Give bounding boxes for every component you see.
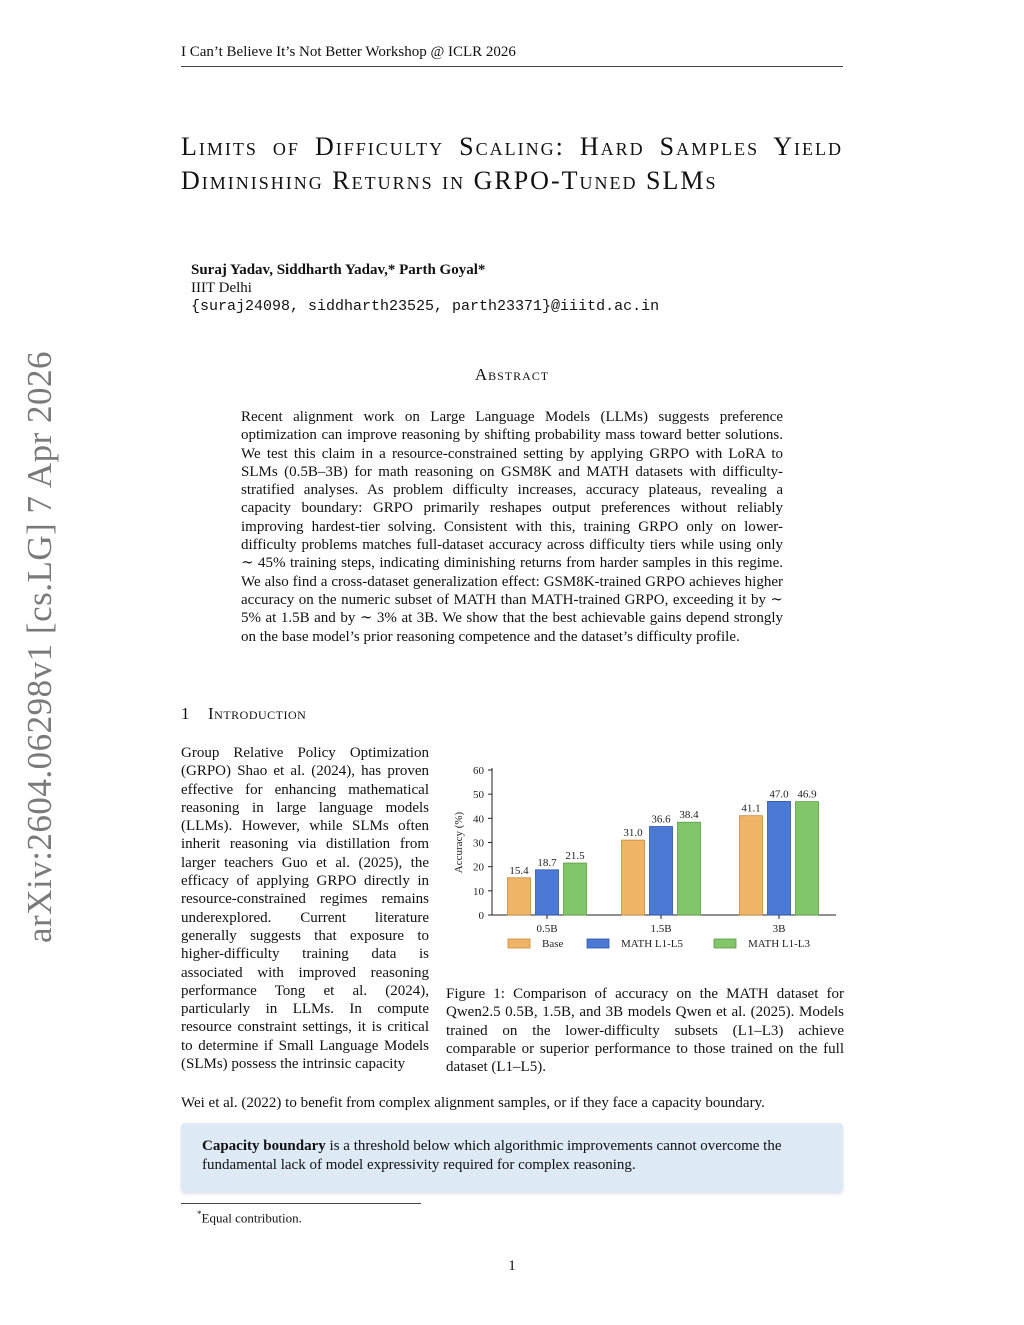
y-axis-label: Accuracy (%): [453, 811, 465, 874]
figure-caption: Figure 1: Comparison of accuracy on the MATH dataset for Qwen2.5 0.5B, 1.5B, and 3B models Qwen et al. (2025). Models trained on the lower-difficulty subsets (L1–L3) achieve comparable or superior performance to those trained on the full dataset (L1–L5).: [446, 986, 844, 1076]
bar: [508, 878, 531, 915]
bar-value-label: 18.7: [537, 856, 557, 869]
bar-value-label: 38.4: [679, 809, 699, 822]
section-heading-introduction: [181, 704, 306, 724]
author-emails: {suraj24098, siddharth23525, parth23371}@iiitd.ac.in: [191, 298, 660, 315]
y-tick-label: 40: [473, 813, 484, 826]
bar: [796, 802, 819, 915]
affiliation: IIIT Delhi: [191, 280, 252, 296]
x-tick-label: 0.5B: [536, 923, 558, 935]
y-tick-label: 0: [478, 910, 484, 922]
bar: [740, 816, 763, 915]
y-tick-label: 10: [473, 885, 484, 898]
section-number: 1: [181, 704, 190, 723]
figure-1: [440, 758, 844, 968]
bar-value-label: 46.9: [797, 788, 817, 801]
running-header: I Can’t Believe It’s Not Better Workshop @ ICLR 2026: [181, 44, 516, 60]
intro-paragraph-continued: Wei et al. (2022) to benefit from complex alignment samples, or if they face a capacity boundary.: [181, 1095, 765, 1111]
bar-value-label: 47.0: [769, 788, 789, 801]
abstract-heading: Abstract: [474, 365, 550, 384]
callout-definition: is a threshold below which algorithmic improvements cannot overcome the fundamental lack of model expressivity required for complex reasoning.: [202, 1138, 782, 1173]
definition-callout: [181, 1123, 843, 1192]
bar-chart: [440, 758, 844, 968]
footnote-marker: *: [197, 1209, 202, 1219]
bar: [768, 801, 791, 915]
legend-label: Base: [542, 938, 564, 950]
section-title: Introduction: [208, 704, 307, 723]
legend-swatch: [587, 939, 609, 948]
arxiv-stamp: arXiv:2604.06298v1 [cs.LG] 7 Apr 2026: [20, 350, 59, 943]
y-tick-label: 30: [473, 837, 484, 850]
y-tick-label: 50: [473, 789, 484, 802]
callout-term: Capacity boundary: [202, 1138, 326, 1154]
bar-value-label: 36.6: [651, 813, 671, 826]
bar: [564, 863, 587, 915]
abstract-body: Recent alignment work on Large Language Models (LLMs) suggests preference optimization can improve reasoning by shifting probability mass toward better solutions. We test this claim in a resource-constrained setting by applying GRPO with LoRA to SLMs (0.5B–3B) for math reasoning on GSM8K and MATH datasets with difficulty-stratified analyses. As problem difficulty increases, accuracy plateaus, revealing a capacity boundary: GRPO primarily reshapes output preferences without reliably improving hardest-tier solving. Consistent with this, training GRPO only on lower-difficulty problems matches full-dataset accuracy across difficulty tiers while using only ∼ 45% training steps, indicating diminishing returns from harder samples in this regime. We also find a cross-dataset generalization effect: GSM8K-trained GRPO achieves higher accuracy on the numeric subset of MATH than MATH-trained GRPO, exceeding it by ∼ 5% at 1.5B and by ∼ 3% at 3B. We show that the best achievable gains depend strongly on the base model’s prior reasoning competence and the dataset’s difficulty profile.: [241, 409, 783, 645]
x-tick-label: 1.5B: [650, 923, 672, 935]
footnote-text: Equal contribution.: [201, 1210, 302, 1226]
legend-label: MATH L1-L5: [621, 938, 684, 950]
intro-paragraph: Group Relative Policy Optimization (GRPO) Shao et al. (2024), has proven effective for enhancing mathematical reasoning in large language models (LLMs). However, while SLMs often inherit reasoning via distillation from larger teachers Guo et al. (2025), the efficacy of applying GRPO directly in resource-constrained regimes remains underexplored. Current literature generally suggests that exposure to higher-difficulty training data is associated with improved reasoning performance Tong et al. (2024), particularly in LLMs. In compute resource constraint settings, it is critical to determine if Small Language Models (SLMs) possess the intrinsic capacity: [181, 745, 429, 1073]
y-tick-label: 60: [473, 765, 484, 777]
legend-swatch: [714, 939, 736, 948]
bar-value-label: 41.1: [741, 802, 761, 815]
page-number: 1: [508, 1258, 516, 1274]
bar-value-label: 21.5: [565, 850, 585, 863]
y-tick-label: 20: [473, 861, 484, 874]
authors: Suraj Yadav, Siddharth Yadav,* Parth Goyal*: [191, 262, 486, 278]
header-rule: [181, 66, 843, 67]
bar: [650, 827, 673, 915]
bar-value-label: 31.0: [623, 827, 643, 840]
legend-label: MATH L1-L3: [748, 938, 811, 950]
bar: [678, 822, 701, 915]
bar: [622, 840, 645, 915]
legend-swatch: [508, 939, 530, 948]
paper-title: Limits of Difficulty Scaling: Hard Samples Yield Diminishing Returns in GRPO-Tuned SLMs: [181, 132, 843, 195]
footnote-rule: [181, 1203, 421, 1204]
bar: [536, 870, 559, 915]
footnote: [197, 1209, 302, 1226]
x-tick-label: 3B: [772, 923, 786, 935]
bar-value-label: 15.4: [509, 864, 529, 877]
